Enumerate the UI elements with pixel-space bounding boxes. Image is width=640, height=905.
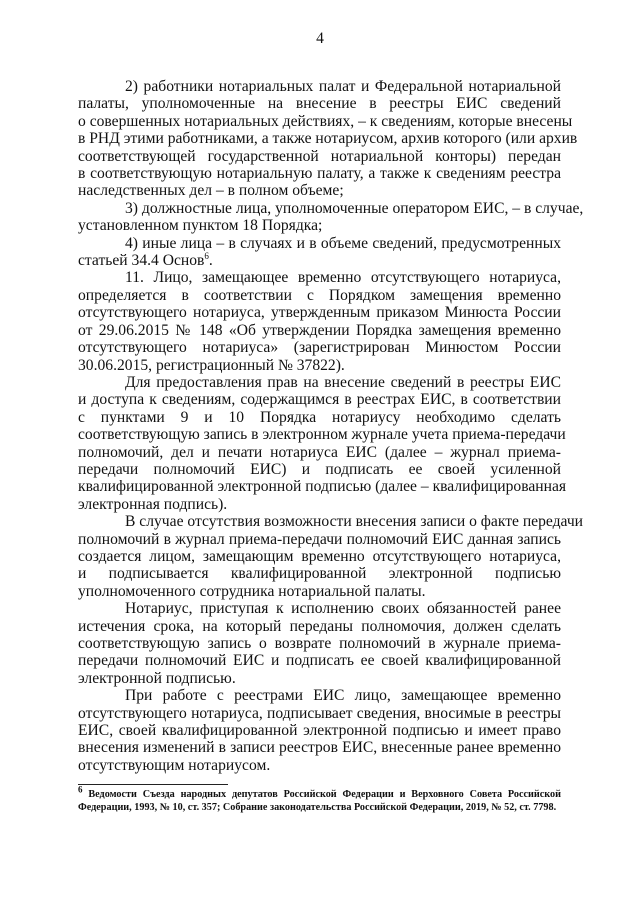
footnote-divider: [78, 784, 228, 785]
text-line: уполномоченного сотрудника нотариальной палаты.: [78, 582, 426, 600]
text-line: отсутствующего нотариуса» (зарегистрирован Минюстом России: [78, 339, 561, 357]
text-line: 11. Лицо, замещающее временно отсутствующего нотариуса,: [125, 269, 561, 287]
text-line: от 29.06.2015 № 148 «Об утверждении Порядка замещения временно: [78, 321, 561, 339]
text-line: в соответствующую нотариальную палату, а также к сведениям реестра: [78, 165, 561, 183]
text-line: ЕИС, своей квалифицированной электронной подписью и имеет право: [78, 722, 561, 740]
text-line: установленном пунктом 18 Порядка;: [78, 217, 323, 235]
text-line: статьей 34.4 Основ$^6$.: [78, 250, 213, 270]
text-line: полномочий, дел и печати нотариуса ЕИС (далее – журнал приема-: [78, 443, 561, 461]
footnote: [78, 784, 561, 814]
text-line: в РНД этими работниками, а также нотариусом, архив которого (или архив: [78, 130, 578, 148]
paragraph: [78, 269, 561, 373]
paragraph: [78, 513, 584, 600]
text-line: квалифицированной электронной подписью (далее – квалифицированная: [78, 478, 567, 496]
text-line: полномочий в журнал приема-передачи полномочий ЕИС данная запись: [78, 530, 561, 548]
footnote-reference[interactable]: 6: [204, 250, 209, 261]
text-line: соответствующую запись в электронном журнале учета приема-передачи: [78, 426, 566, 444]
text-line: определяется в соответствии с Порядком замещения временно: [78, 286, 561, 304]
text-line: передачи полномочий ЕИС и подписать ее своей квалифицированной: [78, 652, 561, 670]
text-line: о совершенных нотариальных действиях, – к сведениям, которые внесены: [78, 112, 573, 130]
text-line: отсутствующего нотариуса, утвержденным приказом Минюста России: [78, 304, 561, 322]
text-line: и доступа к сведениям, содержащимся в реестрах ЕИС, в соответствии: [78, 391, 561, 409]
text-line: Нотариус, приступая к исполнению своих обязанностей ранее: [125, 600, 561, 618]
text-line: 2) работники нотариальных палат и Федеральной нотариальной: [125, 78, 561, 95]
paragraph: [78, 199, 584, 235]
text-line: соответствующую запись о возврате полномочий в журнале приема-: [78, 635, 561, 652]
footnote-line: $^6$ Ведомости Съезда народных депутатов Российской Федерации и Верховного Совета Российской: [78, 784, 561, 800]
text-line: соответствующей государственной нотариальной конторы) передан: [78, 147, 561, 165]
text-line: 30.06.2015, регистрационный № 37822).: [78, 356, 345, 374]
text-line: электронная подпись).: [78, 495, 228, 513]
text-line: создается лицом, замещающим временно отсутствующего нотариуса,: [78, 547, 561, 565]
paragraph: [78, 373, 567, 513]
footnote-line: Федерации, 1993, № 10, ст. 357; Собрание законодательства Российской Федерации, 2019, № 52, ст. 7798.: [78, 802, 557, 813]
footnote-marker: 6: [78, 784, 83, 795]
document-body: [78, 78, 584, 774]
text-line: электронной подписью.: [78, 669, 236, 687]
paragraph: [78, 78, 578, 200]
text-line: с пунктами 9 и 10 Порядка нотариусу необходимо сделать: [78, 408, 561, 426]
paragraph: [78, 687, 561, 774]
text-line: передачи полномочий ЕИС) и подписать ее своей усиленной: [78, 460, 561, 478]
text-line: 4) иные лица – в случаях и в объеме сведений, предусмотренных: [125, 234, 561, 252]
text-line: 3) должностные лица, уполномоченные оператором ЕИС, – в случае,: [125, 199, 584, 217]
text-line: наследственных дел – в полном объеме;: [78, 182, 344, 200]
text-line: В случае отсутствия возможности внесения записи о факте передачи: [125, 513, 584, 531]
text-line: внесения изменений в записи реестров ЕИС, внесенные ранее временно: [78, 739, 561, 757]
paragraph: [78, 600, 561, 687]
text-line: отсутствующим нотариусом.: [78, 756, 271, 774]
text-line: отсутствующего нотариуса, подписывает сведения, вносимые в реестры: [78, 704, 561, 722]
text-line: и подписывается квалифицированной электронной подписью: [78, 565, 561, 583]
text-line: истечения срока, на который переданы полномочия, должен сделать: [78, 617, 561, 635]
text-line: Для предоставления прав на внесение сведений в реестры ЕИС: [125, 373, 561, 391]
text-line: палаты, уполномоченные на внесение в реестры ЕИС сведений: [78, 95, 561, 113]
paragraph: [78, 235, 561, 270]
page-number: 4: [316, 30, 324, 47]
text-line: При работе с реестрами ЕИС лицо, замещающее временно: [125, 687, 561, 705]
